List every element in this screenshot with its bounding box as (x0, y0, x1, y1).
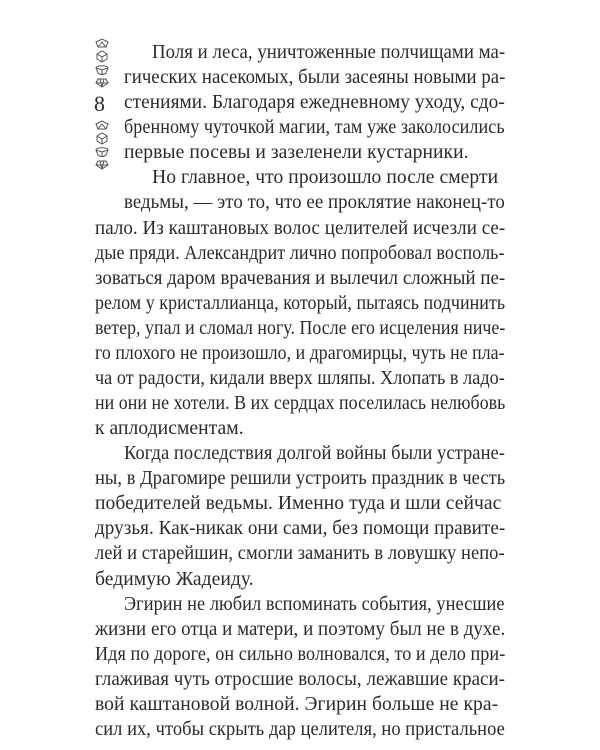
text-line: Эгирин не любил вспоминать события, унесшие (124, 594, 505, 615)
gem-ornament-bottom-icon (91, 120, 113, 170)
text-line: жизни его отца и матери, и поэтому был не в духе. (95, 619, 506, 640)
page-number: 8 (94, 91, 105, 116)
gem-ornament-top-icon (91, 38, 113, 88)
text-line: Когда последствия долгой войны были устране- (124, 443, 506, 464)
text-line: стениями. Благодаря ежедневному уходу, сдо- (124, 92, 505, 113)
text-line: Но главное, что произошло после смерти (152, 167, 499, 188)
text-line: победителей ведьмы. Именно туда и шли сейчас (95, 493, 502, 514)
text-line: релом у кристаллианца, который, пытаясь подчинить (95, 293, 506, 314)
text-line: пало. Из каштановых волос целителей исчезли се- (95, 218, 506, 239)
text-line: го плохого не произошло, и драгомирцы, чуть не пла- (95, 343, 505, 364)
text-line: зоваться даром врачевания и вылечил сложный пе- (95, 268, 506, 289)
text-line: ча от радости, кидали вверх шляпы. Хлопать в ладо- (95, 368, 505, 389)
text-line: ны, в Драгомире решили устроить праздник в честь (95, 468, 506, 489)
text-line: вой каштановой волной. Эгирин больше не кра- (95, 694, 499, 715)
text-line: бедимую Жадеиду. (95, 569, 254, 590)
text-line: дые пряди. Александрит лично попробовал восполь- (95, 243, 505, 264)
text-line: ведьмы, — это то, что ее проклятие наконец-то (124, 192, 505, 213)
text-line: к аплодисментам. (95, 418, 244, 439)
text-line: бренному чуточкой магии, там уже заколосились (124, 117, 505, 138)
text-line: глаживая чуть отросшие волосы, лежавшие краси- (95, 669, 505, 690)
text-line: первые посевы и зазеленели кустарники. (124, 142, 469, 163)
text-line: гических насекомых, были засеяны новыми ра- (124, 67, 506, 88)
text-line: ветер, упал и сломал ногу. После его исцеления ниче- (95, 318, 506, 339)
text-line: Поля и леса, уничтоженные полчищами ма- (152, 42, 506, 63)
text-line: Идя по дороге, он сильно волновался, то и дело при- (95, 644, 506, 665)
text-line: друзья. Как-никак они сами, без помощи правите- (95, 518, 506, 539)
text-line: ни они не хотели. В их сердцах поселилась нелюбовь (95, 393, 506, 414)
text-line: лей и старейшин, смогли заманить в ловушку непо- (95, 543, 505, 564)
text-line: сил их, чтобы скрыть дар целителя, но пристальное (95, 719, 505, 740)
